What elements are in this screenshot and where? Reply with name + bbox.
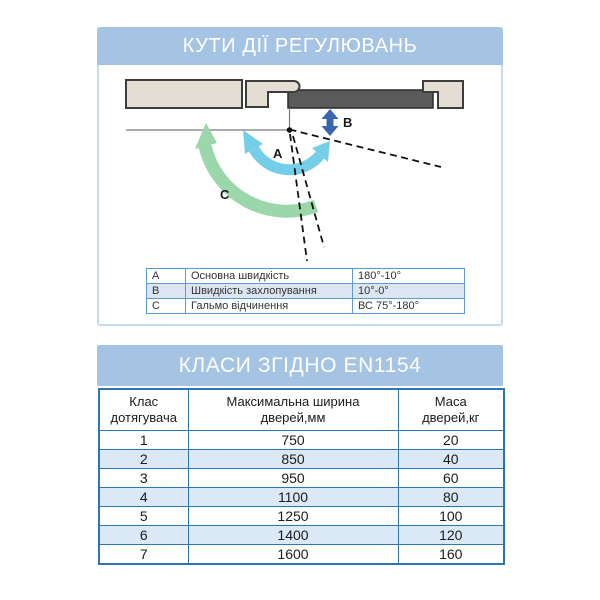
cell-width: 850 — [188, 450, 398, 469]
section1-title-bar — [97, 27, 503, 65]
table-row — [99, 469, 504, 488]
table-row — [99, 526, 504, 545]
cell-mass: 80 — [398, 488, 504, 507]
cell-width: 1250 — [188, 507, 398, 526]
col-header-width: Максимальна ширина дверей,мм — [188, 389, 398, 431]
cell-width: 1100 — [188, 488, 398, 507]
section2-title: КЛАСИ ЗГІДНО EN1154 — [178, 353, 422, 377]
legend-key: A — [147, 269, 186, 284]
legend-desc: Гальмо відчинення — [186, 299, 353, 314]
col-header-mass: Маса дверей,кг — [398, 389, 504, 431]
table-row — [99, 507, 504, 526]
diagram-label-c: C — [220, 187, 230, 202]
cell-class: 2 — [99, 450, 188, 469]
table-row — [147, 269, 465, 284]
cell-mass: 120 — [398, 526, 504, 545]
adjustment-legend-table — [146, 268, 465, 314]
cell-width: 950 — [188, 469, 398, 488]
cell-mass: 20 — [398, 431, 504, 450]
cell-mass: 60 — [398, 469, 504, 488]
table-row — [147, 299, 465, 314]
section2-title-bar — [97, 345, 503, 386]
arc-main-speed — [254, 149, 320, 170]
legend-range: 180°-10° — [353, 269, 465, 284]
table-header-row — [99, 389, 504, 431]
diagram-label-a: A — [273, 146, 283, 161]
table-row — [99, 450, 504, 469]
closer-rail — [288, 90, 433, 108]
cell-class: 6 — [99, 526, 188, 545]
cell-width: 750 — [188, 431, 398, 450]
legend-desc: Швидкість захлопування — [186, 284, 353, 299]
table-row — [99, 488, 504, 507]
arrow-latch-speed — [322, 109, 339, 136]
legend-key: C — [147, 299, 186, 314]
door-position-dashed-lines — [290, 130, 442, 262]
table-row — [147, 284, 465, 299]
cell-width: 1600 — [188, 545, 398, 565]
cell-class: 4 — [99, 488, 188, 507]
cell-class: 7 — [99, 545, 188, 565]
section1-title: КУТИ ДІЇ РЕГУЛЮВАНЬ — [182, 34, 418, 57]
legend-range: ВС 75°-180° — [353, 299, 465, 314]
cell-mass: 100 — [398, 507, 504, 526]
legend-desc: Основна швидкість — [186, 269, 353, 284]
door-frame-left — [126, 80, 242, 108]
diagram-label-b: B — [343, 115, 353, 130]
cell-class: 3 — [99, 469, 188, 488]
cell-width: 1400 — [188, 526, 398, 545]
col-header-class: Клас дотягувача — [99, 389, 188, 431]
arc-open-brake-arrowhead — [195, 123, 217, 149]
pivot-dot — [287, 127, 293, 133]
cell-class: 5 — [99, 507, 188, 526]
legend-key: B — [147, 284, 186, 299]
table-row — [99, 545, 504, 565]
cell-mass: 40 — [398, 450, 504, 469]
legend-range: 10°-0° — [353, 284, 465, 299]
cell-class: 1 — [99, 431, 188, 450]
cell-mass: 160 — [398, 545, 504, 565]
en1154-classes-table — [98, 388, 505, 565]
table-row — [99, 431, 504, 450]
